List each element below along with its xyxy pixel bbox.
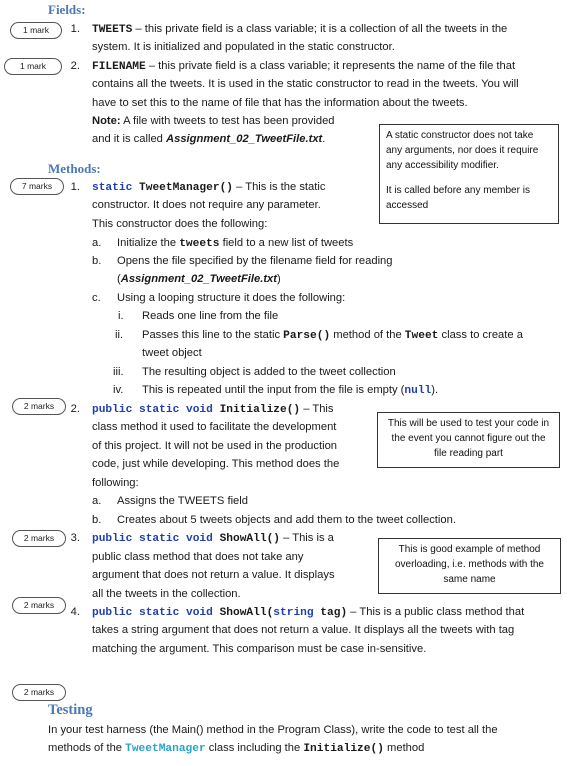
method-ctor-signature: TweetManager() [132, 182, 234, 194]
roman-label: iii. [113, 366, 124, 378]
keyword-string: string [273, 607, 314, 619]
method-initialize-line2: class method it used to facilitate the development [92, 421, 337, 433]
note-label: Note: [92, 115, 121, 127]
method-initialize-signature: Initialize() [212, 404, 301, 416]
testing-text: class including the [205, 742, 304, 754]
mark-badge-showall-tag: 2 marks [12, 597, 66, 614]
code-tweets: tweets [179, 238, 220, 250]
sub-label: b. [92, 255, 102, 267]
sub-label: a. [92, 495, 102, 507]
field-filename-note1 [92, 114, 335, 128]
step-text: This is repeated until the input from the file is empty ( [142, 384, 405, 396]
method-showall-tag-desc: – This is a public class method that [347, 606, 525, 618]
field-filename-desc: – this private field is a class variable; it represents the name of the file that [145, 60, 516, 72]
method-number: 4. [70, 606, 80, 618]
method-ctor-line3: This constructor does the following: [92, 218, 268, 230]
method-showall-tag-line2: takes a string argument that does not return a value. It displays all the tweets with tag [92, 624, 515, 636]
static-constructor-note-p1: A static constructor does not take any arguments, nor does it require any accessibility modifier. [386, 130, 539, 171]
sub-label: b. [92, 514, 102, 526]
note-text: . [322, 133, 326, 145]
code-null: null [404, 385, 432, 397]
field-filename-note2 [92, 132, 325, 146]
field-tweets-line1 [92, 22, 507, 37]
method-showall-desc: – This is a [280, 532, 334, 544]
step-text: Passes this line to the static [142, 329, 284, 341]
method-showall-tag-param: tag) [313, 607, 348, 619]
keyword-public-static-void: public static void [92, 607, 213, 619]
field-tweets-line2: system. It is initialized and populated in the static constructor. [92, 41, 395, 53]
ctor-step-c: Using a looping structure it does the following: [117, 292, 346, 304]
ctor-step-c-iii: The resulting object is added to the tweet collection [142, 366, 396, 378]
method-showall-line2: public class method that does not take any [92, 551, 304, 563]
testing-line1: In your test harness (the Main() method in the Program Class), write the code to test all the [48, 724, 498, 736]
keyword-public-static-void: public static void [92, 404, 213, 416]
method-initialize-desc: – This [300, 403, 334, 415]
method-showall-signature: ShowAll() [212, 533, 280, 545]
method-ctor-line1 [92, 180, 325, 195]
mark-badge-tweets: 1 mark [10, 22, 62, 39]
step-text: ) [277, 273, 281, 285]
method-showall-line1 [92, 531, 334, 546]
method-number: 1. [70, 181, 80, 193]
fields-heading: Fields: [48, 2, 86, 17]
method-number: 3. [70, 532, 80, 544]
code-tweet: Tweet [404, 330, 439, 342]
static-constructor-note-p2: It is called before any member is accessed [386, 185, 530, 211]
roman-label: ii. [115, 329, 124, 341]
field-filename-line2: contains all the tweets. It is used in the static constructor to read in the tweets. You will [92, 78, 519, 90]
method-ctor-line2: constructor. It does not require any parameter. [92, 199, 321, 211]
mark-badge-constructor: 7 marks [10, 178, 64, 195]
step-text: ( [117, 273, 121, 285]
code-initialize: Initialize() [303, 743, 384, 755]
method-initialize-line1 [92, 402, 334, 417]
method-showall-tag-line1 [92, 605, 524, 620]
method-showall-line3: argument that does not return a value. It displays [92, 569, 335, 581]
sub-label: c. [92, 292, 101, 304]
initialize-note-text: This will be used to test your code in the event you cannot figure out the file reading part [387, 418, 550, 459]
mark-badge-filename: 1 mark [4, 58, 62, 75]
field-filename-line3: have to set this to the name of file that has the information about the tweets. [92, 97, 468, 109]
field-filename-line1 [92, 59, 515, 74]
step-text: ). [431, 384, 439, 396]
static-constructor-note [379, 124, 559, 224]
note-text: A file with tweets to test has been provided [120, 115, 335, 127]
ctor-step-c-ii-cont: tweet object [142, 347, 202, 359]
testing-heading: Testing [48, 702, 93, 718]
field-number: 2. [70, 60, 80, 72]
testing-text: method [383, 742, 425, 754]
method-showall-line4: all the tweets in the collection. [92, 588, 241, 600]
initialize-step-b: Creates about 5 tweets objects and add them to the tweet collection. [117, 514, 456, 526]
ctor-step-c-iv [142, 383, 438, 398]
note-filename: Assignment_02_TweetFile.txt [166, 133, 323, 145]
step-text: Initialize the [117, 237, 180, 249]
keyword-static: static [92, 182, 133, 194]
field-tweets-code: TWEETS [92, 24, 133, 36]
roman-label: i. [118, 310, 124, 322]
code-tweetmanager: TweetManager [125, 743, 206, 755]
ctor-step-c-ii [142, 328, 523, 343]
method-showall-tag-signature: ShowAll( [212, 607, 274, 619]
initialize-note [377, 412, 560, 468]
step-text: method of the [330, 329, 405, 341]
method-number: 2. [70, 403, 80, 415]
overloading-note [378, 538, 561, 594]
step-text: class to create a [438, 329, 523, 341]
overloading-note-text: This is good example of method overloading, i.e. methods with the same name [395, 544, 544, 585]
step-text: field to a new list of tweets [219, 237, 354, 249]
mark-badge-testing: 2 marks [12, 684, 66, 701]
note-text: and it is called [92, 133, 167, 145]
method-initialize-line3: of this project. It will not be used in the production [92, 440, 338, 452]
filename-text: Assignment_02_TweetFile.txt [120, 273, 277, 285]
field-tweets-desc: – this private field is a class variable; it is a collection of all the tweets in the [132, 23, 508, 35]
ctor-step-b1: Opens the file specified by the filename field for reading [117, 255, 393, 267]
method-initialize-line4: code, just while developing. This method does the [92, 458, 340, 470]
mark-badge-showall: 2 marks [12, 530, 66, 547]
method-initialize-line5: following: [92, 477, 139, 489]
keyword-public-static-void: public static void [92, 533, 213, 545]
methods-heading: Methods: [48, 161, 101, 176]
ctor-step-c-i: Reads one line from the file [142, 310, 279, 322]
code-parse: Parse() [283, 330, 331, 342]
ctor-step-a [117, 236, 353, 251]
sub-label: a. [92, 237, 102, 249]
method-ctor-desc: – This is the static [233, 181, 326, 193]
field-filename-code: FILENAME [92, 61, 146, 73]
roman-label: iv. [113, 384, 124, 396]
ctor-step-b2 [117, 272, 281, 286]
testing-line2 [48, 741, 424, 756]
testing-text: methods of the [48, 742, 126, 754]
mark-badge-initialize: 2 marks [12, 398, 66, 415]
initialize-step-a: Assigns the TWEETS field [117, 495, 248, 507]
field-number: 1. [70, 23, 80, 35]
method-showall-tag-line3: matching the argument. This comparison must be case in-sensitive. [92, 643, 427, 655]
